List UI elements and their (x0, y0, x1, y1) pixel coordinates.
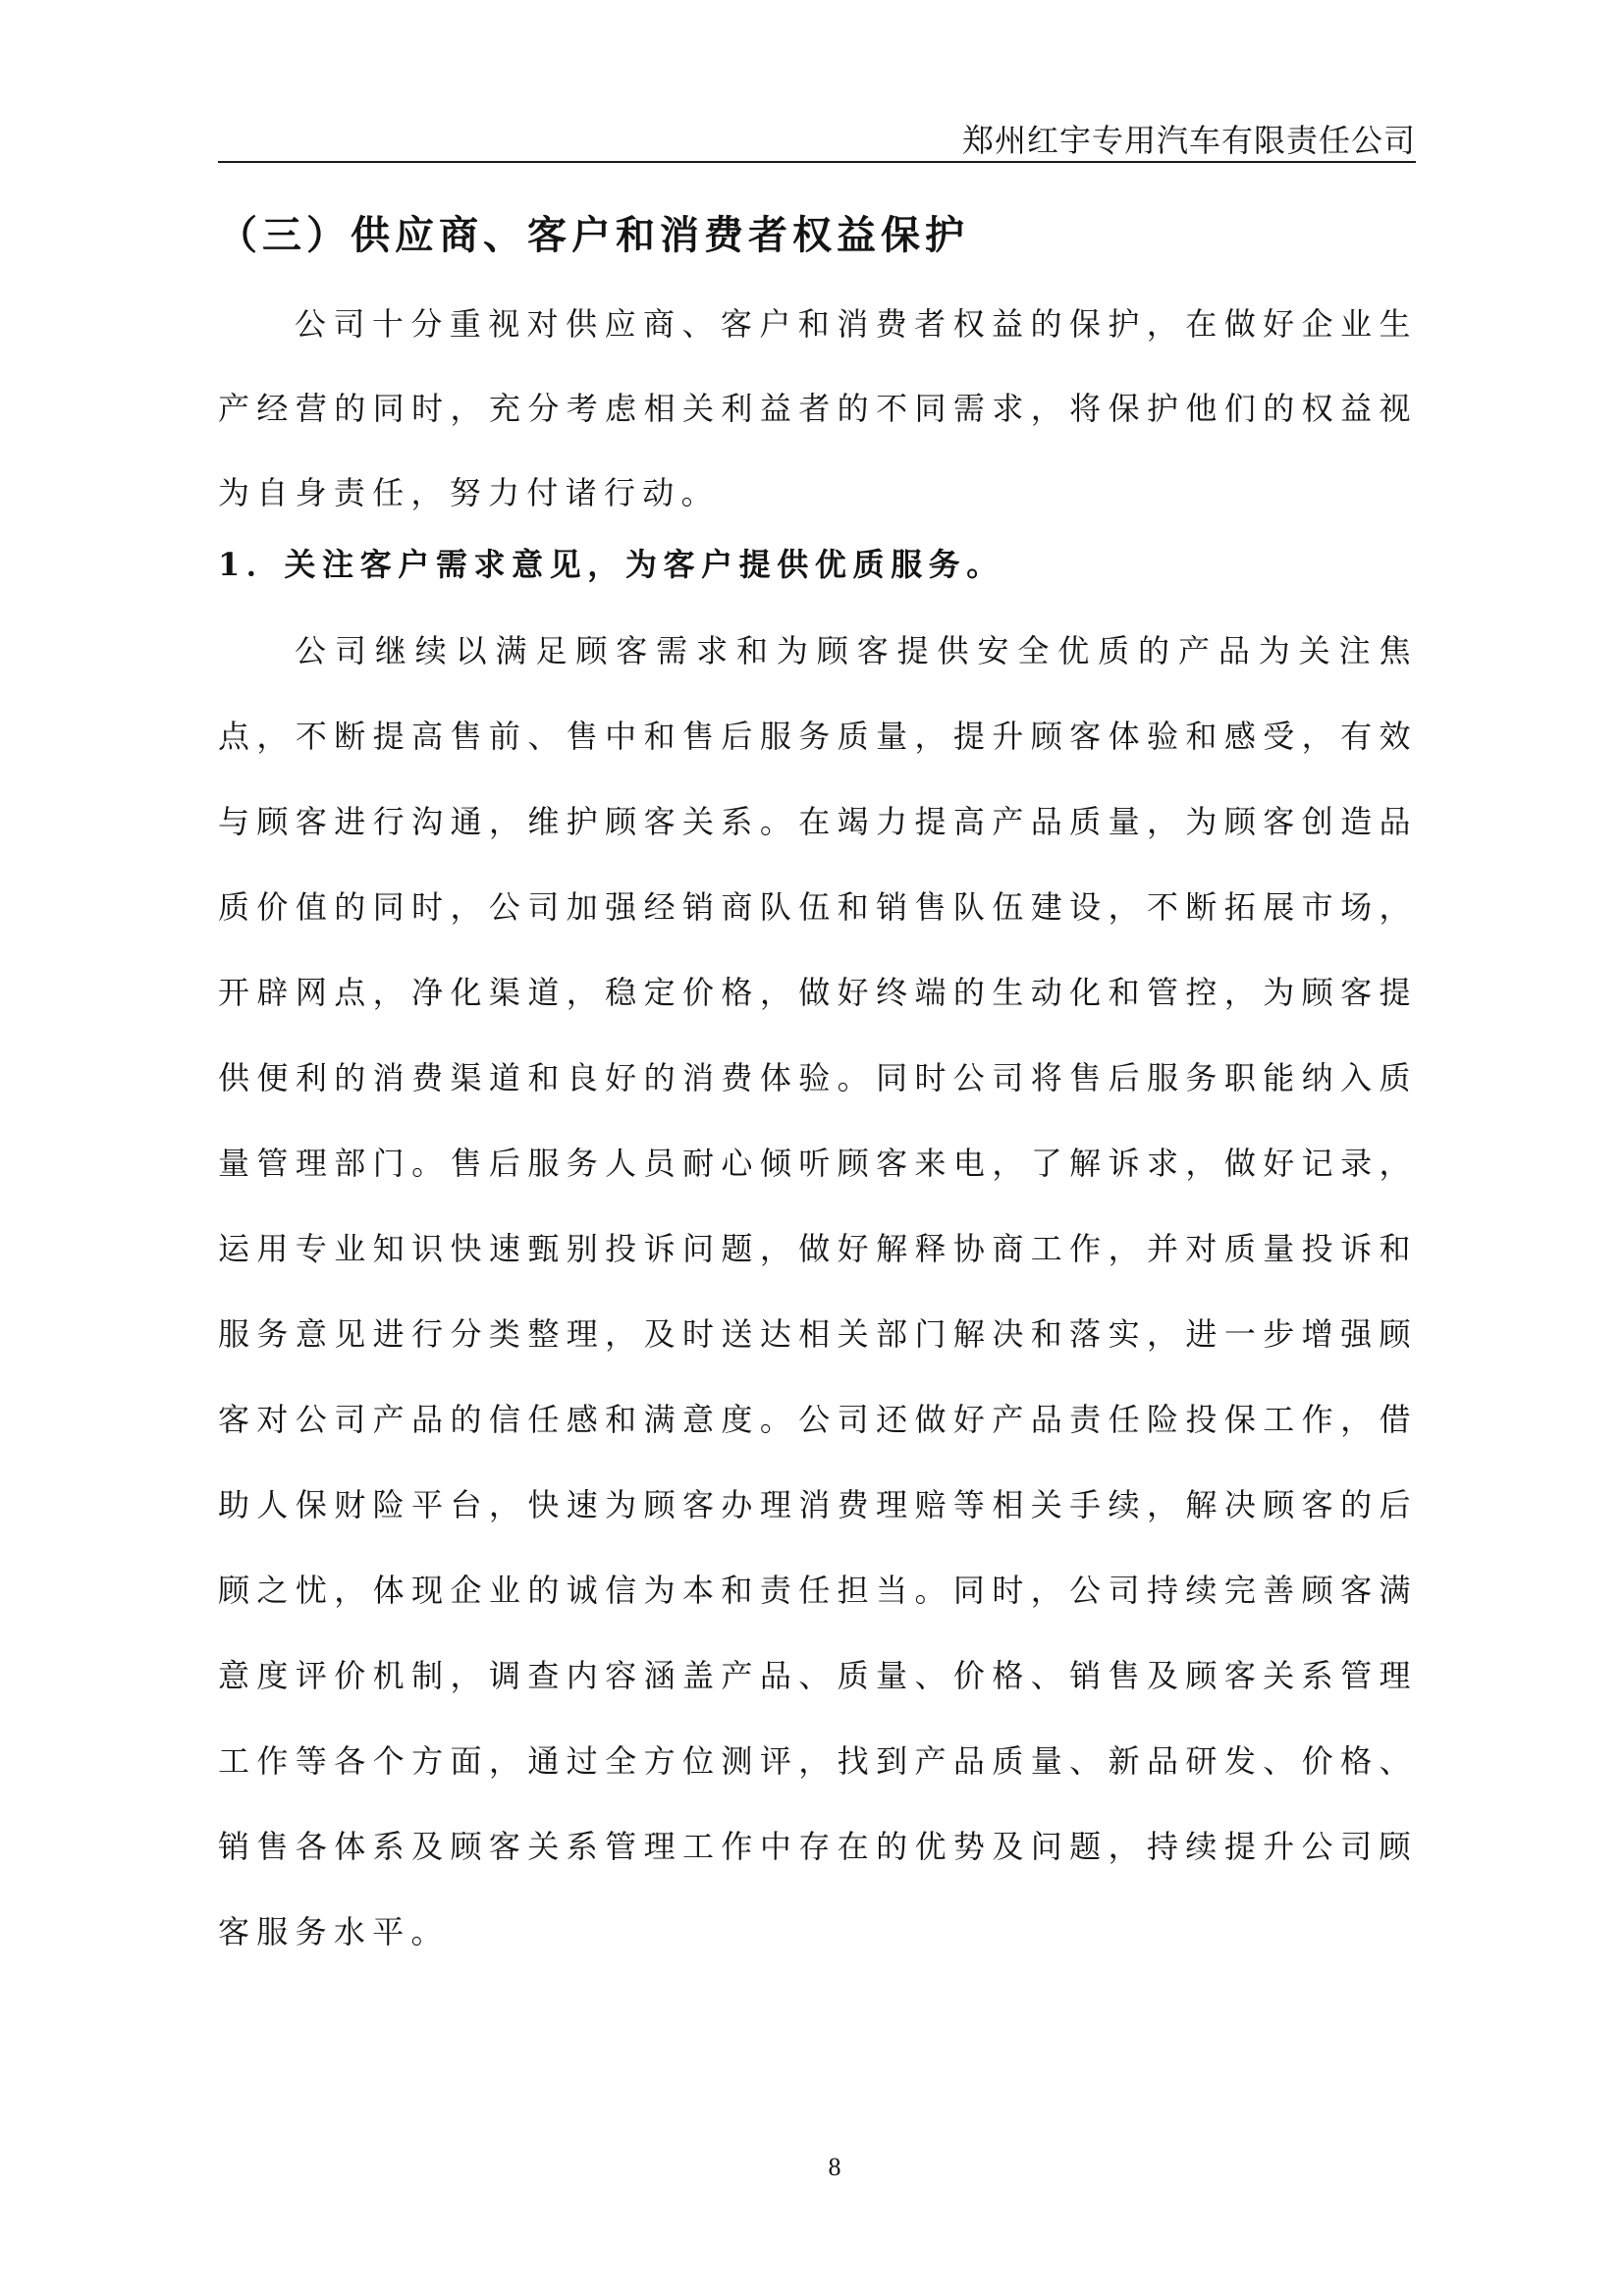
subsection-heading: 1．关注客户需求意见，为客户提供优质服务。 (218, 546, 1004, 583)
paragraph-line: 供便利的消费渠道和良好的消费体验。同时公司将售后服务职能纳入质 (218, 1059, 1416, 1096)
paragraph-line: 顾之忧，体现企业的诚信为本和责任担当。同时，公司持续完善顾客满 (218, 1572, 1416, 1609)
intro-paragraph (218, 282, 1416, 535)
paragraph-line: 工作等各个方面，通过全方位测评，找到产品质量、新品研发、价格、 (218, 1742, 1416, 1780)
paragraph-line: 客对公司产品的信任感和满意度。公司还做好产品责任险投保工作，借 (218, 1401, 1416, 1438)
paragraph-line: 公司继续以满足顾客需求和为顾客提供安全优质的产品为关注焦 (295, 632, 1416, 669)
paragraph-line: 质价值的同时，公司加强经销商队伍和销售队伍建设，不断拓展市场， (218, 888, 1416, 926)
paragraph-line: 运用专业知识快速甄别投诉问题，做好解释协商工作，并对质量投诉和 (218, 1230, 1416, 1267)
item1-paragraph (218, 609, 1416, 1975)
paragraph-line: 与顾客进行沟通，维护顾客关系。在竭力提高产品质量，为顾客创造品 (218, 803, 1416, 840)
paragraph-line: 开辟网点，净化渠道，稳定价格，做好终端的生动化和管控，为顾客提 (218, 974, 1416, 1011)
paragraph-line: 量管理部门。售后服务人员耐心倾听顾客来电，了解诉求，做好记录， (218, 1145, 1416, 1182)
header-rule (218, 161, 1416, 163)
header-company-name: 郑州红宇专用汽车有限责任公司 (961, 122, 1416, 159)
paragraph-line: 助人保财险平台，快速为顾客办理消费理赔等相关手续，解决顾客的后 (218, 1486, 1416, 1523)
page-number: 8 (828, 2153, 841, 2181)
paragraph-line: 为自身责任，努力付诸行动。 (218, 474, 720, 511)
paragraph-line: 客服务水平。 (218, 1913, 450, 1950)
paragraph-line: 点，不断提高售前、售中和售后服务质量，提升顾客体验和感受，有效 (218, 718, 1416, 755)
section-title: （三）供应商、客户和消费者权益保护 (218, 213, 969, 258)
paragraph-line: 销售各体系及顾客关系管理工作中存在的优势及问题，持续提升公司顾 (218, 1828, 1416, 1865)
paragraph-line: 产经营的同时，充分考虑相关利益者的不同需求，将保护他们的权益视 (218, 390, 1416, 427)
paragraph-line: 服务意见进行分类整理，及时送达相关部门解决和落实，进一步增强顾 (218, 1315, 1416, 1353)
paragraph-line: 公司十分重视对供应商、客户和消费者权益的保护，在做好企业生 (295, 305, 1416, 343)
paragraph-line: 意度评价机制，调查内容涵盖产品、质量、价格、销售及顾客关系管理 (218, 1657, 1416, 1694)
